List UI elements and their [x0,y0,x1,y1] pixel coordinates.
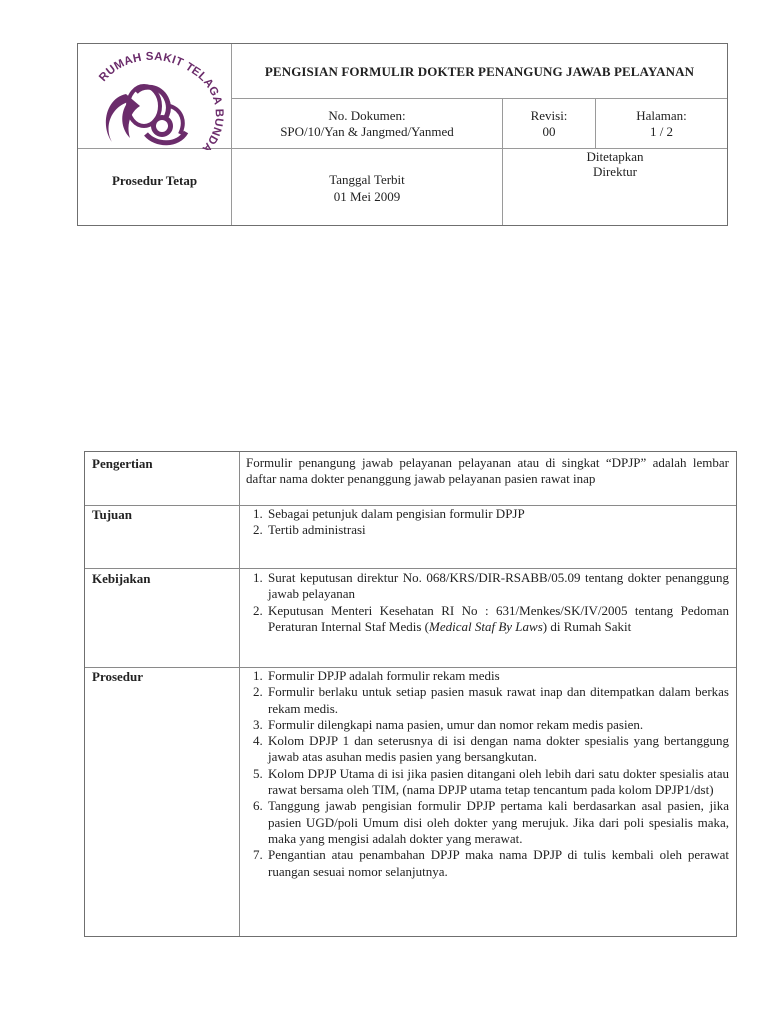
no-dokumen-block [232,108,502,140]
halaman-label: Halaman: [636,108,687,123]
prosedur-label: Prosedur [92,669,144,684]
document-title: PENGISIAN FORMULIR DOKTER PENANGUNG JAWAB PELAYANAN [264,64,695,79]
pengertian-label: Pengertian [92,456,153,471]
list-item: 1. Formulir DPJP adalah formulir rekam medis [266,668,729,684]
no-dokumen-label: No. Dokumen: [328,108,406,123]
prosedur-list [246,668,729,880]
kebijakan-item2-text: Keputusan Menteri Kesehatan RI No : 631/Menkes/SK/IV/2005 tentang Pedoman Peraturan Internal Staf Medis ( [268,602,729,634]
tanggal-terbit-block [232,171,502,205]
tujuan-list [246,506,729,539]
document-header-table [77,43,728,226]
direktur-label: Direktur [592,164,638,179]
hospital-logo [86,46,230,150]
revisi-label: Revisi: [530,108,568,123]
revisi-block [503,108,595,140]
tanggal-terbit-label: Tanggal Terbit [329,172,405,187]
revisi-value: 00 [542,124,556,139]
list-item: 7. Pengantian atau penambahan DPJP maka nama DPJP di tulis kembali oleh perawat ruangan sesuai nomor selanjutnya. [266,847,729,880]
kebijakan-label: Kebijakan [92,571,151,586]
list-item [266,603,729,636]
table-divider [239,452,240,936]
tanggal-terbit-value: 01 Mei 2009 [333,189,401,204]
list-item: 5. Kolom DPJP Utama di isi jika pasien ditangani oleh lebih dari satu dokter spesialis atau rawat bersama oleh TIM, (nama DPJP utama tetap tencantum pada kolom DPJP1/dst) [266,766,729,799]
kebijakan-list [246,570,729,635]
halaman-value: 1 / 2 [649,124,674,139]
list-item: 1. Sebagai petunjuk dalam pengisian formulir DPJP [266,506,729,522]
prosedur-tetap-label: Prosedur Tetap [111,173,198,188]
halaman-block [596,108,727,140]
ditetapkan-label: Ditetapkan [586,149,644,164]
no-dokumen-value: SPO/10/Yan & Jangmed/Yanmed [280,124,454,139]
logo-text: RUMAH SAKIT TELAGA BUNDA [97,50,225,150]
pengertian-text: Formulir penangung jawab pelayanan pelayanan atau di singkat “DPJP” adalah lembar daftar nama dokter penanggung jawab pelayanan pasien rawat inap [246,455,729,487]
table-divider [85,568,736,569]
ditetapkan-block [503,149,727,179]
list-item: 1. Surat keputusan direktur No. 068/KRS/DIR-RSABB/05.09 tentang dokter penanggung jawab pelayanan [266,570,729,603]
list-item: 4. Kolom DPJP 1 dan seterusnya di isi dengan nama dokter spesialis yang bertanggung jawab atas asuhan medis pasien yang bersangkutan. [266,733,729,766]
list-item: 3. Formulir dilengkapi nama pasien, umur dan nomor rekam medis pasien. [266,717,729,733]
list-item: 6. Tanggung jawab pengisian formulir DPJP pertama kali berdasarkan asal pasien, jika pasien UGD/poli Umum disi oleh dokter yang merujuk. Jika dari poli spesialis maka, maka yang mengisi adalah dokter yang merawat. [266,798,729,847]
header-divider [231,98,727,99]
procedure-content-table [84,451,737,937]
list-item: 2. Tertib administrasi [266,522,729,538]
list-item: 2. Formulir berlaku untuk setiap pasien masuk rawat inap dan ditempatkan dalam berkas rekam medis. [266,684,729,717]
kebijakan-item2-italic: Medical Staf By Laws [429,618,543,634]
kebijakan-item2-suffix: ) di Rumah Sakit [542,618,632,634]
tujuan-label: Tujuan [92,507,132,522]
